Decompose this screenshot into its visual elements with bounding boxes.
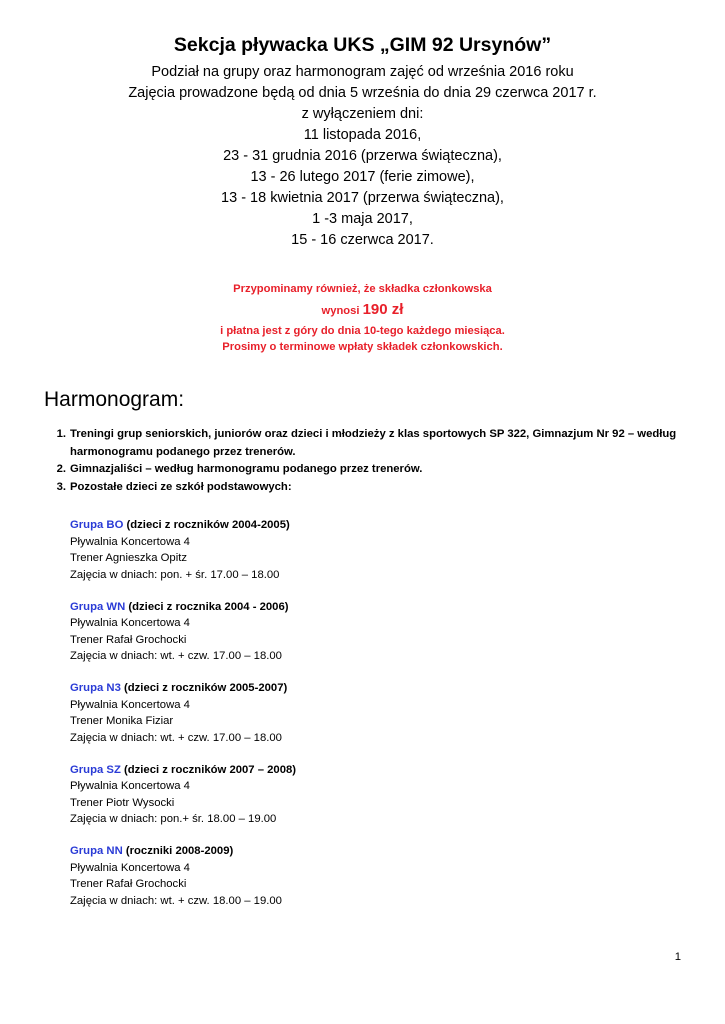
group-pool: Pływalnia Koncertowa 4	[70, 617, 190, 629]
page-number: 1	[674, 951, 681, 963]
group-header	[70, 762, 670, 779]
intro-line: 1 -3 maja 2017,	[312, 211, 413, 227]
group-header	[70, 680, 670, 697]
group-entry	[70, 680, 670, 746]
section-heading: Harmonogram:	[44, 388, 185, 411]
numbered-list	[44, 426, 684, 496]
group-entry	[70, 517, 670, 583]
groups-list	[70, 517, 670, 925]
list-number: 2.	[56, 463, 66, 475]
intro-line: Zajęcia prowadzone będą od dnia 5 września do dnia 29 czerwca 2017 r.	[128, 85, 597, 101]
reminder-prefix: wynosi	[321, 305, 363, 317]
group-coach: Trener Piotr Wysocki	[70, 796, 175, 809]
group-coach: Trener Rafał Grochocki	[70, 878, 187, 890]
group-coach: Trener Agnieszka Opitz	[70, 552, 187, 564]
document-title: Sekcja pływacka UKS „GIM 92 Ursynów”	[173, 34, 552, 56]
group-years: (dzieci z roczników 2004-2005)	[123, 519, 290, 531]
intro-line: Podział na grupy oraz harmonogram zajęć od września 2016 roku	[151, 64, 574, 80]
intro-line: 15 - 16 czerwca 2017.	[291, 232, 434, 248]
group-schedule: Zajęcia w dniach: pon. + śr. 17.00 – 18.00	[70, 568, 280, 581]
intro-line: z wyłączeniem dni:	[301, 106, 424, 122]
group-header	[70, 843, 670, 860]
list-text: Gimnazjaliści – według harmonogramu podanego przez trenerów.	[70, 463, 423, 475]
group-name: Grupa SZ	[70, 763, 121, 776]
intro-line: 13 - 26 lutego 2017 (ferie zimowe),	[250, 169, 475, 185]
group-years: (dzieci z rocznika 2004 - 2006)	[125, 600, 289, 613]
group-coach: Trener Rafał Grochocki	[70, 633, 187, 646]
intro-line: 23 - 31 grudnia 2016 (przerwa świąteczna),	[223, 148, 502, 164]
group-years: (dzieci z roczników 2007 – 2008)	[120, 763, 297, 776]
group-schedule: Zajęcia w dniach: wt. + czw. 18.00 – 19.00	[70, 894, 282, 907]
group-name: Grupa NN	[70, 845, 123, 857]
list-number: 1.	[56, 428, 66, 440]
list-item	[44, 479, 684, 497]
intro-block	[0, 62, 725, 251]
group-entry	[70, 762, 670, 828]
group-pool: Pływalnia Koncertowa 4	[70, 535, 190, 548]
intro-line: 13 - 18 kwietnia 2017 (przerwa świąteczna),	[221, 190, 504, 206]
group-schedule: Zajęcia w dniach: wt. + czw. 17.00 – 18.00	[70, 731, 282, 744]
intro-line: 11 listopada 2016,	[303, 127, 422, 143]
fee-amount: 190 zł	[362, 301, 404, 318]
group-name: Grupa N3	[70, 682, 121, 694]
reminder-line	[0, 298, 725, 323]
list-item	[44, 426, 684, 461]
group-years: (dzieci z roczników 2005-2007)	[120, 682, 288, 694]
list-text: Pozostałe dzieci ze szkół podstawowych:	[70, 480, 292, 493]
group-pool: Pływalnia Koncertowa 4	[70, 861, 190, 874]
reminder-line: i płatna jest z góry do dnia 10-tego każdego miesiąca.	[220, 325, 505, 337]
group-pool: Pływalnia Koncertowa 4	[70, 780, 190, 792]
fee-reminder	[0, 281, 725, 355]
reminder-line: Prosimy o terminowe wpłaty składek członkowskich.	[222, 341, 503, 353]
group-entry	[70, 599, 670, 665]
group-years: (roczniki 2008-2009)	[122, 845, 234, 857]
reminder-line: Przypominamy również, że składka członkowska	[233, 283, 492, 295]
group-schedule: Zajęcia w dniach: wt. + czw. 17.00 – 18.00	[70, 650, 282, 662]
group-coach: Trener Monika Fiziar	[70, 715, 174, 727]
list-text: Treningi grup seniorskich, juniorów oraz dzieci i młodzieży z klas sportowych SP 322, Gimnazjum Nr 92 – według harmonogramu podanego przez trenerów.	[70, 428, 677, 458]
group-schedule: Zajęcia w dniach: pon.+ śr. 18.00 – 19.00	[70, 813, 277, 825]
group-header	[70, 599, 670, 616]
group-name: Grupa BO	[70, 519, 124, 531]
group-pool: Pływalnia Koncertowa 4	[70, 698, 190, 711]
group-header	[70, 517, 670, 534]
group-entry	[70, 843, 670, 909]
group-name: Grupa WN	[70, 600, 126, 613]
list-item	[44, 461, 684, 479]
list-number: 3.	[56, 480, 66, 493]
